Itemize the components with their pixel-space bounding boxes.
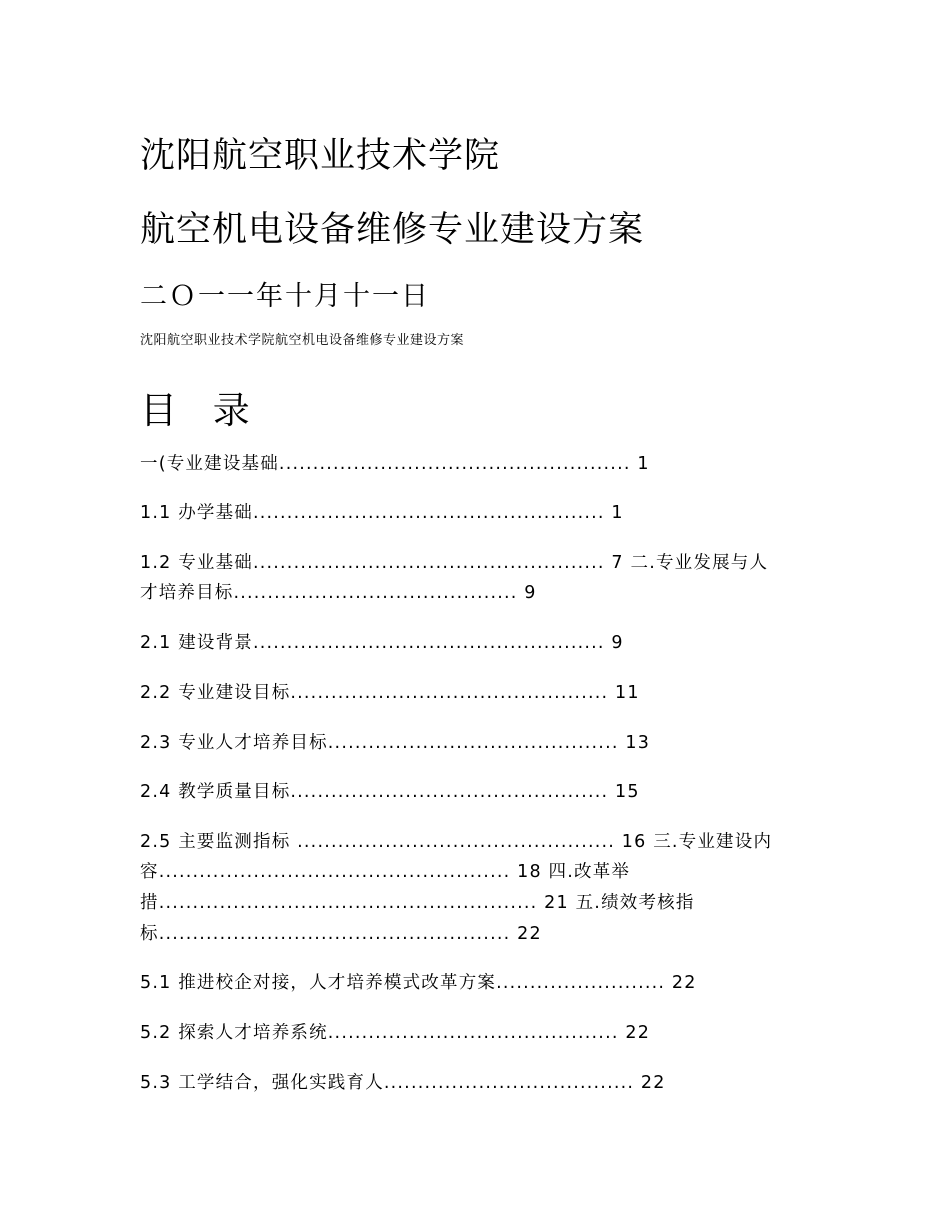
toc-heading: 目 录 [140,389,262,432]
toc-entry: 2.4 教学质量目标............................................... 15 [140,782,640,802]
toc-entry: 2.1 建设背景.................................................... 9 [140,633,624,653]
document-subtitle: 沈阳航空职业技术学院航空机电设备维修专业建设方案 [140,333,465,348]
toc-entry: 1.1 办学基础.................................................... 1 [140,503,624,523]
toc-entry-continuation: 标.................................................... 22 [140,924,542,944]
toc-entry: 2.2 专业建设目标............................................... 11 [140,683,640,703]
toc-entry: 2.5 主要监测指标 ............................................... 16 三.专业建设内 [140,832,773,852]
document-date: 二Ｏ一一年十月十一日 [140,281,430,312]
document-title-school: 沈阳航空职业技术学院 [140,136,501,176]
toc-entry: 1.2 专业基础.................................................... 7 二.专业发展与人 [140,553,769,573]
toc-entry-continuation: 才培养目标.......................................... 9 [140,583,537,603]
toc-entry: 5.1 推进校企对接，人才培养模式改革方案......................... 22 [140,973,697,993]
toc-entry: 5.3 工学结合，强化实践育人..................................... 22 [140,1073,666,1093]
toc-entry-continuation: 容.................................................... 18 四.改革举 [140,862,631,882]
toc-entry: 2.3 专业人才培养目标........................................... 13 [140,733,651,753]
toc-entry: 一(专业建设基础.................................................... 1 [140,454,650,474]
toc-entry-continuation: 措........................................................ 21 五.绩效考核指 [140,893,695,913]
document-title-plan: 航空机电设备维修专业建设方案 [140,210,645,250]
toc-entry: 5.2 探索人才培养系统........................................... 22 [140,1023,651,1043]
